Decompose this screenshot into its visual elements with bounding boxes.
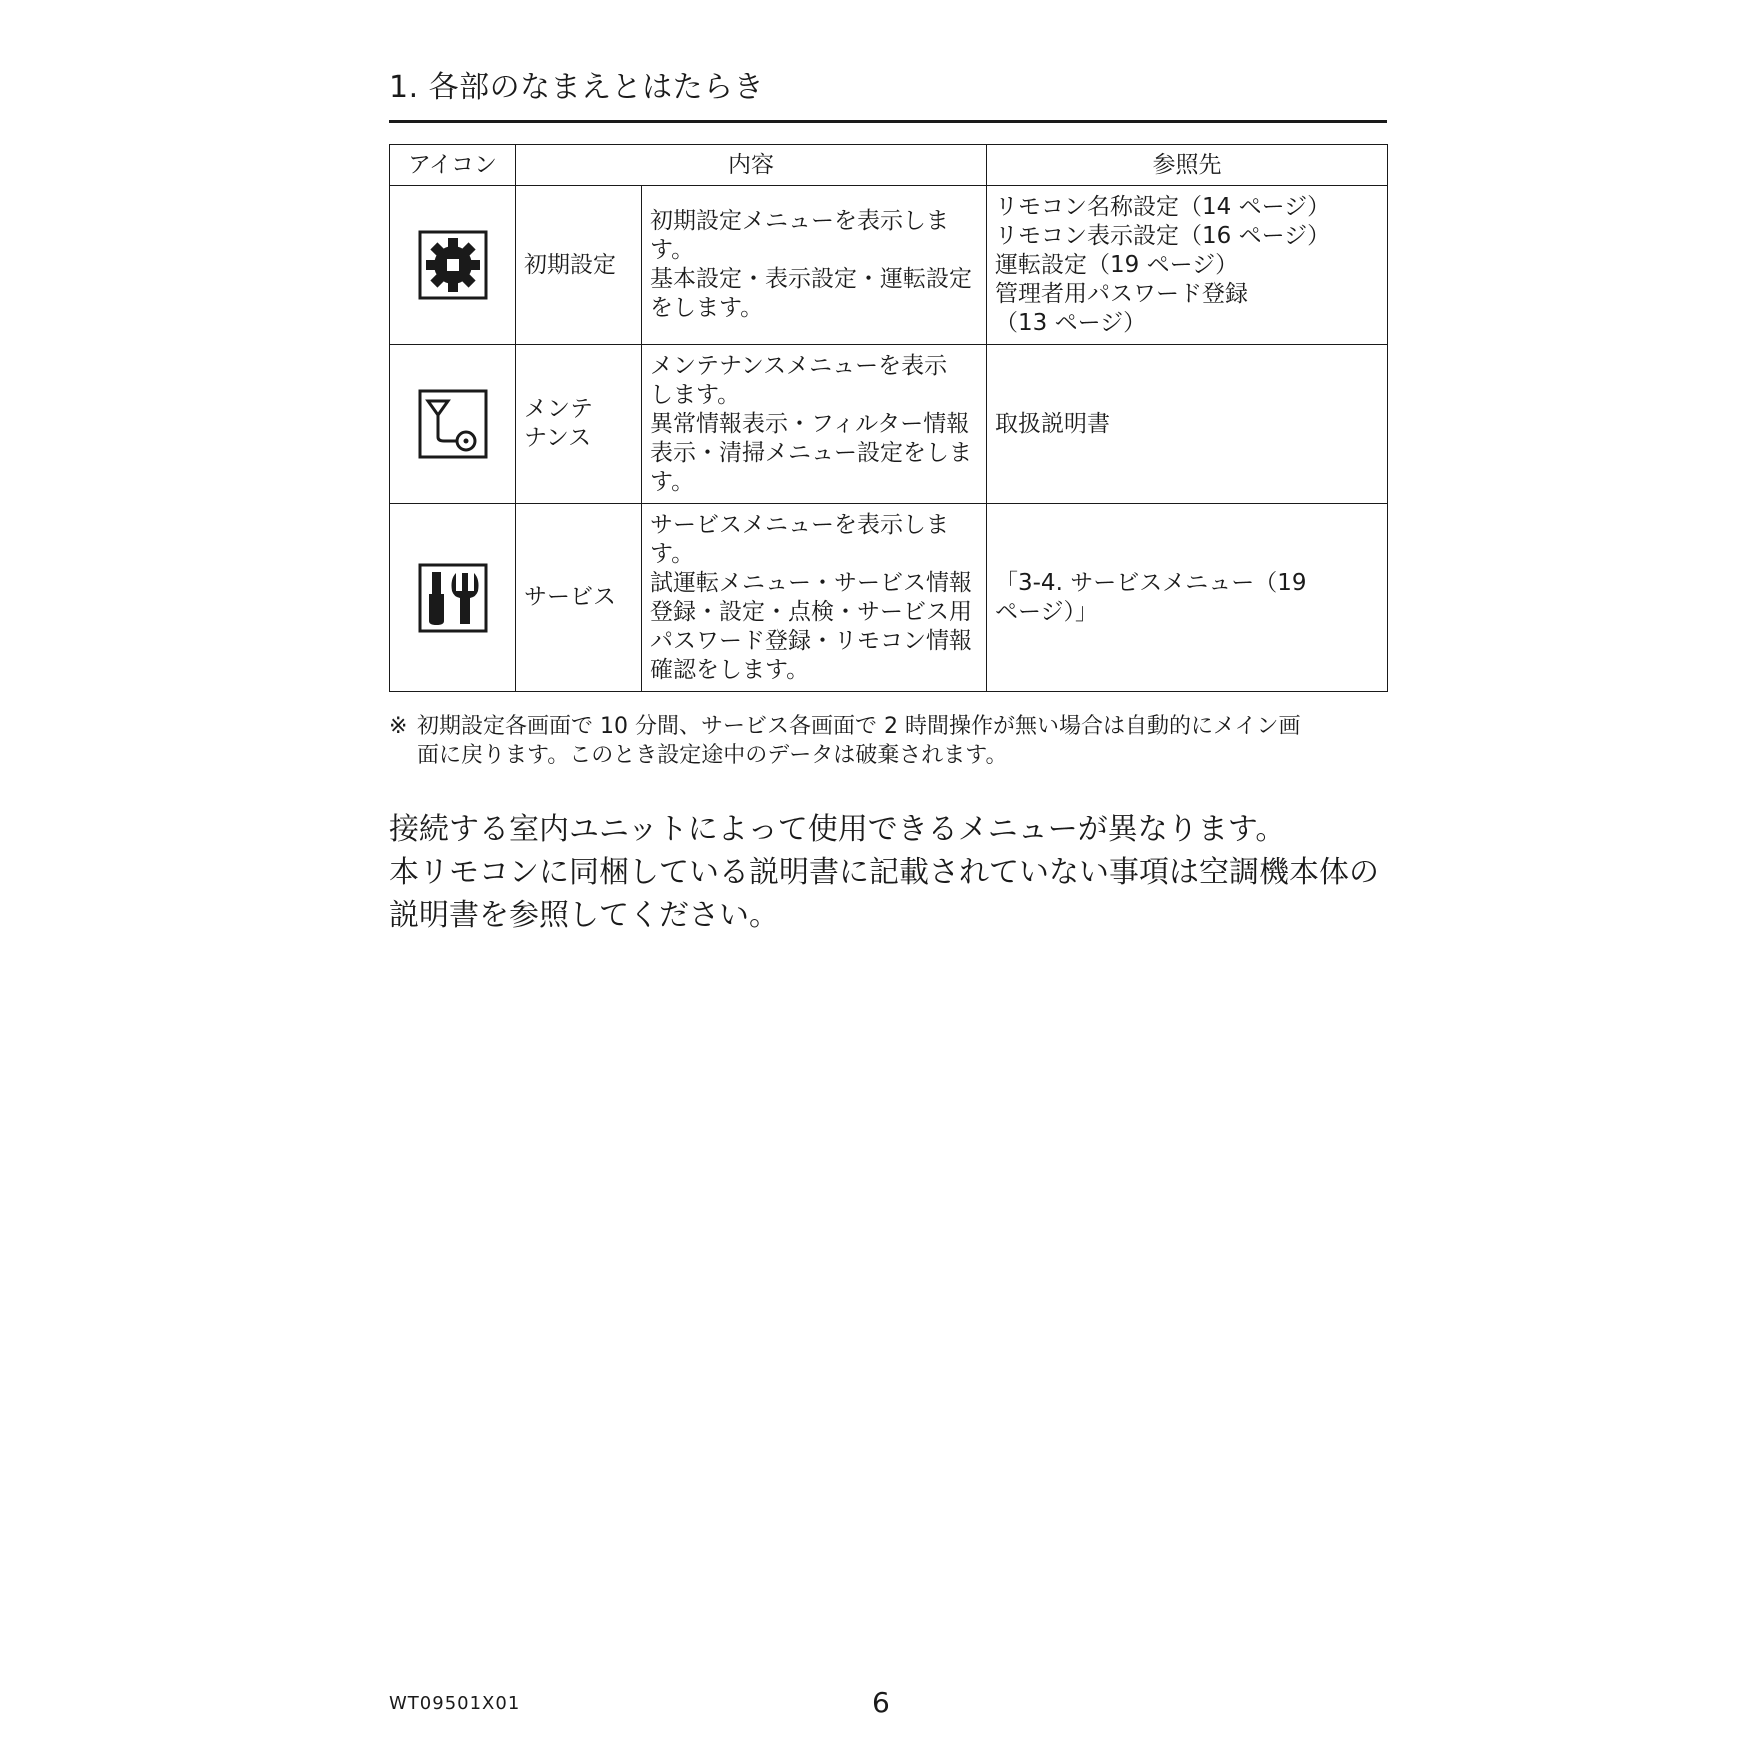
title-rule [389, 120, 1387, 123]
item-reference: リモコン名称設定（14 ページ） リモコン表示設定（16 ページ） 運転設定（19 ページ） 管理者用パスワード登録 （13 ページ） [987, 186, 1388, 345]
item-name: メンテ ナンス [516, 345, 642, 504]
note-line-1: 初期設定各画面で 10 分間、サービス各画面で 2 時間操作が無い場合は自動的にメイン画 [417, 714, 1301, 739]
item-description: サービスメニューを表示しま す。 試運転メニュー・サービス情報 登録・設定・点検・サービス用 パスワード登録・リモコン情報 確認をします。 [642, 504, 987, 692]
item-reference: 「3-4. サービスメニュー（19 ページ）」 [987, 504, 1388, 692]
document-code: WT09501X01 [389, 1693, 521, 1714]
item-description: 初期設定メニューを表示しま す。 基本設定・表示設定・運転設定 をします。 [642, 186, 987, 345]
header-icon: アイコン [390, 145, 516, 186]
service-tools-icon [418, 563, 488, 633]
footnote [389, 712, 1399, 770]
page-number: 6 [872, 1686, 890, 1719]
menu-reference-table [389, 144, 1388, 692]
item-name: サービス [516, 504, 642, 692]
body-line-1: 接続する室内ユニットによって使用できるメニューが異なります。 [389, 812, 1286, 847]
table-header-row [390, 145, 1388, 186]
table-row-service [390, 504, 1388, 692]
icon-cell [390, 186, 516, 345]
note-line-2: 面に戻ります。このとき設定途中のデータは破棄されます。 [417, 743, 1008, 768]
body-line-3: 説明書を参照してください。 [389, 898, 779, 933]
table-row-initial-settings [390, 186, 1388, 345]
header-reference: 参照先 [987, 145, 1388, 186]
maintenance-icon [418, 389, 488, 459]
item-name: 初期設定 [516, 186, 642, 345]
section-title: 1. 各部のなまえとはたらき [389, 70, 765, 105]
item-reference: 取扱説明書 [987, 345, 1388, 504]
note-mark: ※ [389, 714, 408, 739]
icon-cell [390, 345, 516, 504]
body-paragraph [389, 808, 1399, 937]
icon-cell [390, 504, 516, 692]
gear-icon [418, 230, 488, 300]
header-content: 内容 [516, 145, 987, 186]
table-row-maintenance [390, 345, 1388, 504]
body-line-2: 本リモコンに同梱している説明書に記載されていない事項は空調機本体の [389, 855, 1379, 890]
item-description: メンテナンスメニューを表示 します。 異常情報表示・フィルター情報 表示・清掃メニュー設定をしま す。 [642, 345, 987, 504]
